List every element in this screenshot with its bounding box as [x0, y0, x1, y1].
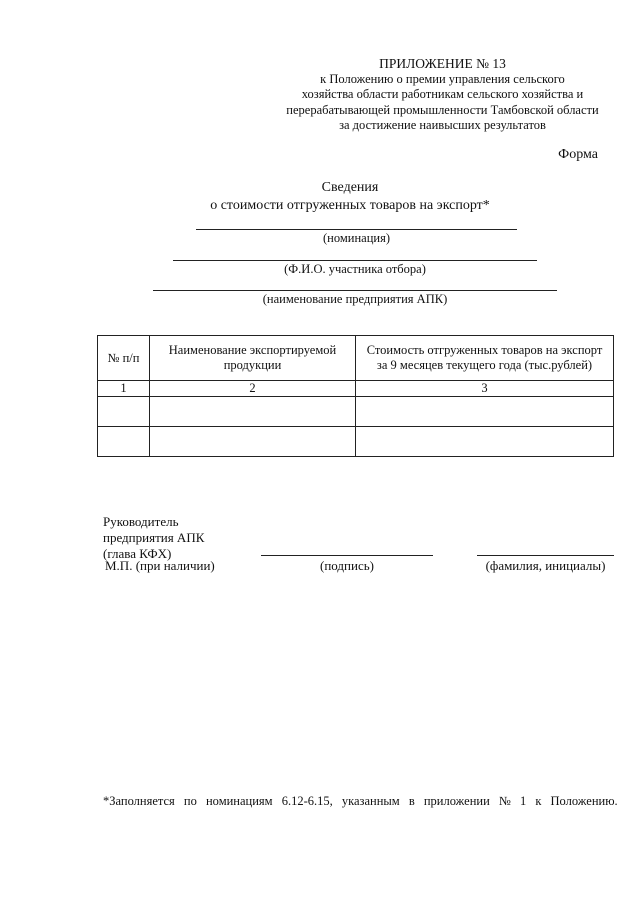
signatory-title: (глава КФХ)	[103, 546, 172, 561]
name-line[interactable]	[477, 555, 614, 556]
table-cell[interactable]	[356, 397, 614, 427]
appendix-header	[270, 56, 615, 134]
column-number: 2	[150, 381, 356, 397]
column-number: 1	[98, 381, 150, 397]
column-number: 3	[356, 381, 614, 397]
signature-caption: (подпись)	[320, 558, 374, 573]
participant-caption: (Ф.И.О. участника отбора)	[284, 262, 426, 276]
table-cell[interactable]	[150, 397, 356, 427]
signatory-block	[103, 514, 204, 562]
name-caption: (фамилия, инициалы)	[485, 558, 606, 573]
table-cell[interactable]	[98, 427, 150, 457]
header-value: Стоимость отгруженных товаров на экспорт за 9 месяцев текущего года (тыс.рублей)	[356, 336, 614, 381]
table-cell[interactable]	[150, 427, 356, 457]
nomination-line[interactable]	[196, 229, 517, 230]
appendix-ref-line: к Положению о премии управления сельского	[320, 71, 565, 86]
signature-line[interactable]	[261, 555, 433, 556]
document-title: Сведения	[321, 180, 379, 195]
table-header-row	[98, 336, 614, 381]
table-cell[interactable]	[356, 427, 614, 457]
form-label: Форма	[558, 147, 598, 162]
footnote: *Заполняется по номинациям 6.12-6.15, указанным в приложении № 1 к Положению.	[103, 794, 618, 808]
header-number: № п/п	[98, 336, 150, 381]
header-product: Наименование экспортируемой продукции	[150, 336, 356, 381]
table-row	[98, 397, 614, 427]
document-subtitle: о стоимости отгруженных товаров на экспорт*	[210, 198, 490, 213]
appendix-number: ПРИЛОЖЕНИЕ № 13	[379, 56, 506, 71]
table-cell[interactable]	[98, 397, 150, 427]
signatory-title: предприятия АПК	[103, 530, 205, 545]
appendix-ref-line: хозяйства области работникам сельского хозяйства и	[301, 87, 584, 101]
appendix-ref-line: за достижение наивысших результатов	[339, 118, 546, 132]
participant-line[interactable]	[173, 260, 537, 261]
stamp-label: М.П. (при наличии)	[105, 558, 215, 573]
nomination-caption: (номинация)	[323, 231, 390, 245]
enterprise-line[interactable]	[153, 290, 557, 291]
signatory-title: Руководитель	[103, 514, 179, 529]
export-table	[97, 335, 614, 457]
enterprise-caption: (наименование предприятия АПК)	[262, 292, 448, 306]
table-row	[98, 427, 614, 457]
appendix-ref-line: перерабатывающей промышленности Тамбовской области	[286, 102, 599, 117]
table-numbering-row	[98, 381, 614, 397]
